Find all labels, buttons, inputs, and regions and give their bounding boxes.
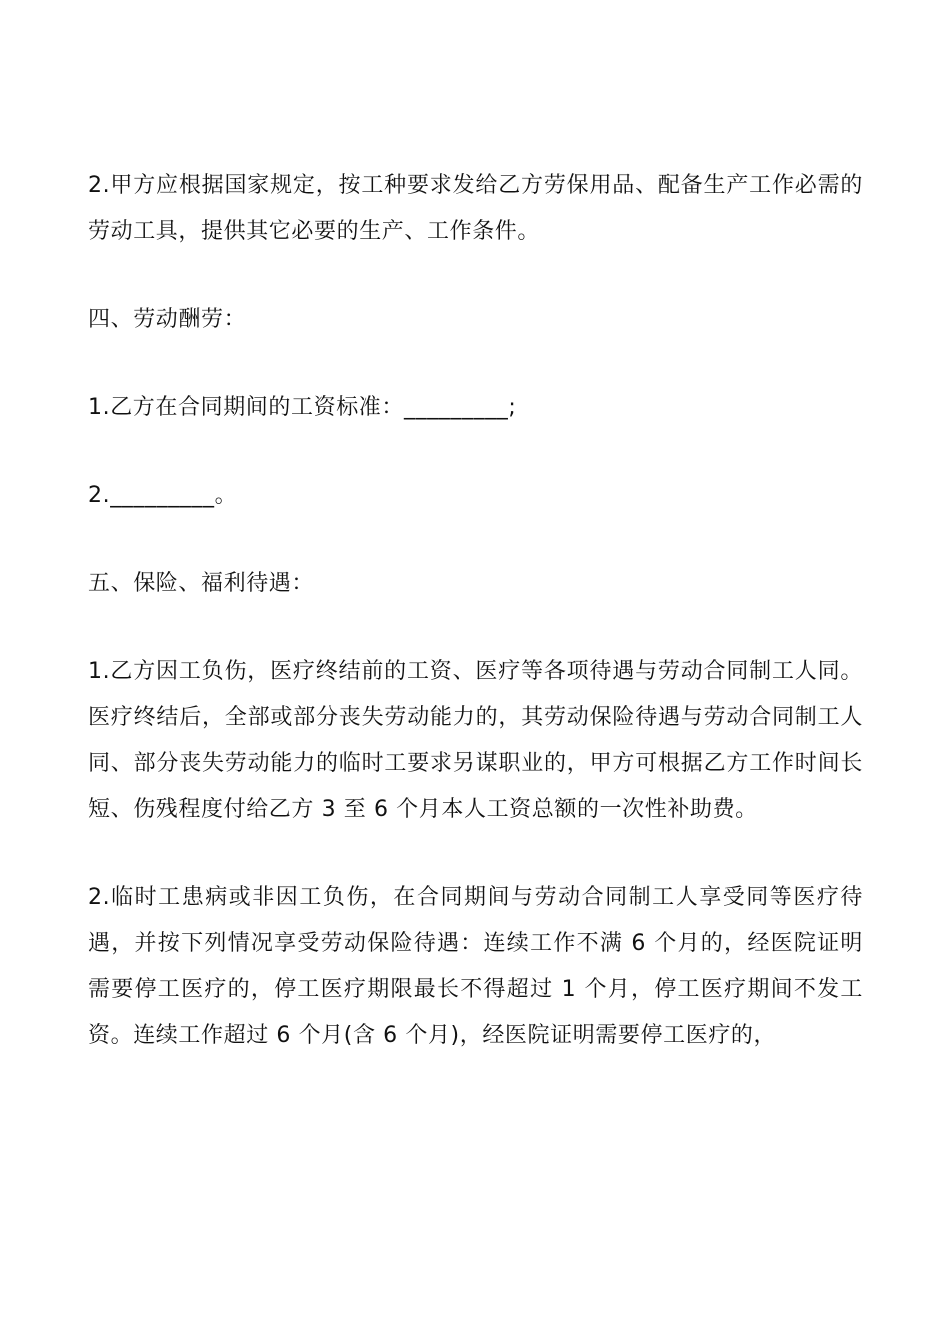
paragraph-wage-standard: 1.乙方在合同期间的工资标准：_________; [88, 395, 517, 420]
paragraph-remuneration-item-2: 2._________。 [88, 483, 238, 508]
paragraph-illness-injury: 2.临时工患病或非因工负伤，在合同期间与劳动合同制工人享受同等医疗待遇，并按下列情况享受劳动保险待遇：连续工作不满 6 个月的，经医院证明需要停工医疗的，停工医疗期限最长不得超过 1 个月，停工医疗期间不发工资。连续工作超过 6 个月(含 6 个月)，经医院证明需要停工医疗的， [88, 885, 863, 1048]
paragraph-labor-equipment: 2.甲方应根据国家规定，按工种要求发给乙方劳保用品、配备生产工作必需的劳动工具，提供其它必要的生产、工作条件。 [88, 173, 863, 244]
paragraph-work-injury: 1.乙方因工负伤，医疗终结前的工资、医疗等各项待遇与劳动合同制工人同。医疗终结后，全部或部分丧失劳动能力的，其劳动保险待遇与劳动合同制工人同、部分丧失劳动能力的临时工要求另谋职业的，甲方可根据乙方工作时间长短、伤残程度付给乙方 3 至 6 个月本人工资总额的一次性补助费。 [88, 659, 863, 822]
document-body [88, 163, 863, 1059]
section-heading-remuneration: 四、劳动酬劳： [88, 307, 247, 332]
section-heading-insurance-benefits: 五、保险、福利待遇： [88, 571, 315, 596]
